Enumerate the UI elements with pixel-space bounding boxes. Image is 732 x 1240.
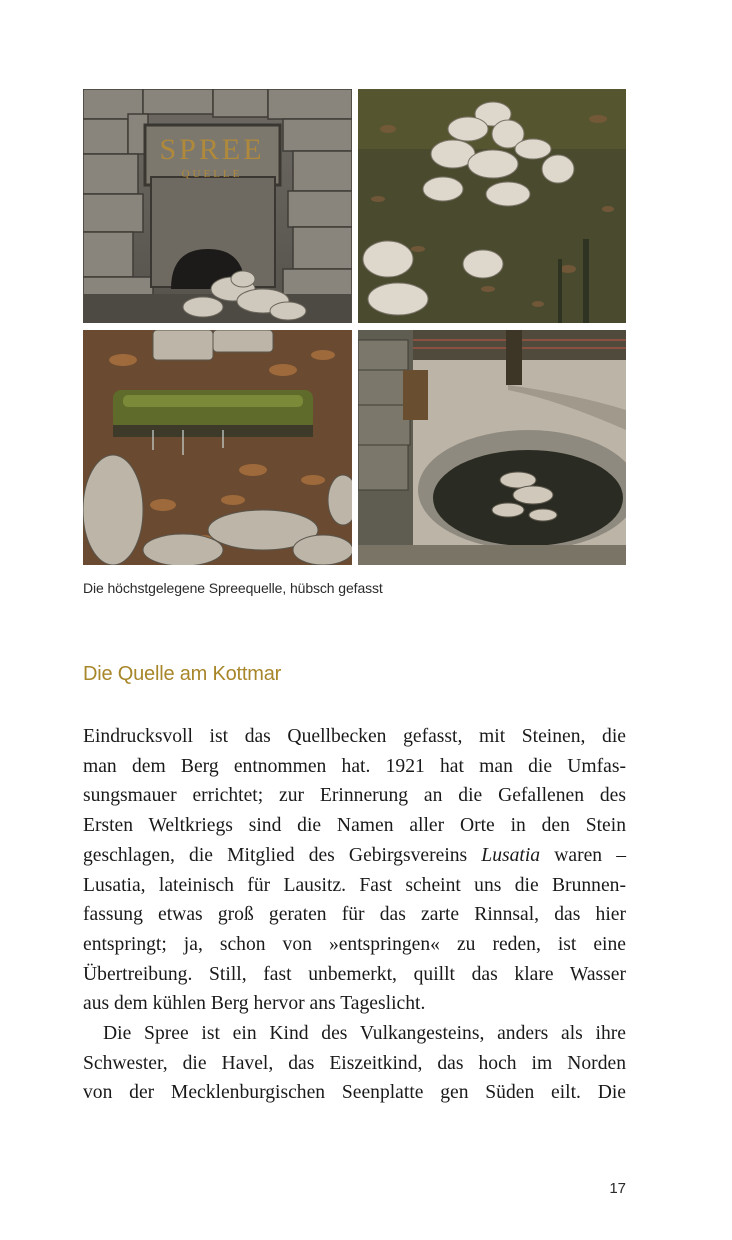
text-line: Übertreibung. Still, fast unbemerkt, quillt das klare Wasser (83, 963, 626, 985)
text-line: aus dem kühlen Berg hervor ans Tageslicht. (83, 993, 426, 1015)
photo-grid (83, 89, 626, 565)
inscription-top: SPREE (159, 133, 265, 166)
text-line: man dem Berg entnommen hat. 1921 hat man die Umfas- (83, 755, 626, 777)
page-number: 17 (609, 1180, 626, 1197)
text-line: von der Mecklenburgischen Seenplatte gen Süden eilt. Die (83, 1082, 626, 1104)
text-line-with-italic (83, 841, 626, 871)
photo-round-basin (358, 330, 626, 565)
text-line: Ersten Weltkriegs sind die Namen aller Orte in den Stein (83, 815, 626, 837)
photo-spring-inscription (83, 89, 352, 323)
photo-caption: Die höchstgelegene Spreequelle, hübsch gefasst (83, 580, 383, 596)
italic-term: Lusatia (481, 844, 541, 866)
text-line: sungsmauer errichtet; zur Erinnerung an die Gefallenen des (83, 785, 626, 807)
text-line: Die Spree ist ein Kind des Vulkangesteins, anders als ihre (103, 1023, 626, 1045)
text-segment: geschlagen, die Mitglied des Gebirgsvereins (83, 844, 468, 866)
text-line: fassung etwas groß geraten für das zarte Rinnsal, das hier (83, 904, 626, 926)
text-line: Schwester, die Havel, das Eiszeitkind, das hoch im Norden (83, 1052, 626, 1074)
text-segment: waren – (554, 844, 626, 866)
paragraph-2 (83, 1019, 626, 1108)
photo-stone-pile (358, 89, 626, 323)
text-line: Lusatia, lateinisch für Lausitz. Fast scheint uns die Brunnen- (83, 874, 626, 896)
section-heading: Die Quelle am Kottmar (83, 663, 282, 685)
text-line: Eindrucksvoll ist das Quellbecken gefasst, mit Steinen, die (83, 726, 626, 747)
body-text (83, 722, 626, 1108)
photo-mossy-rocks (83, 330, 352, 565)
text-line: entspringt; ja, schon von »entspringen« zu reden, ist eine (83, 933, 626, 955)
inscription-bottom: QUELLE (181, 168, 243, 180)
paragraph-1 (83, 722, 626, 1019)
